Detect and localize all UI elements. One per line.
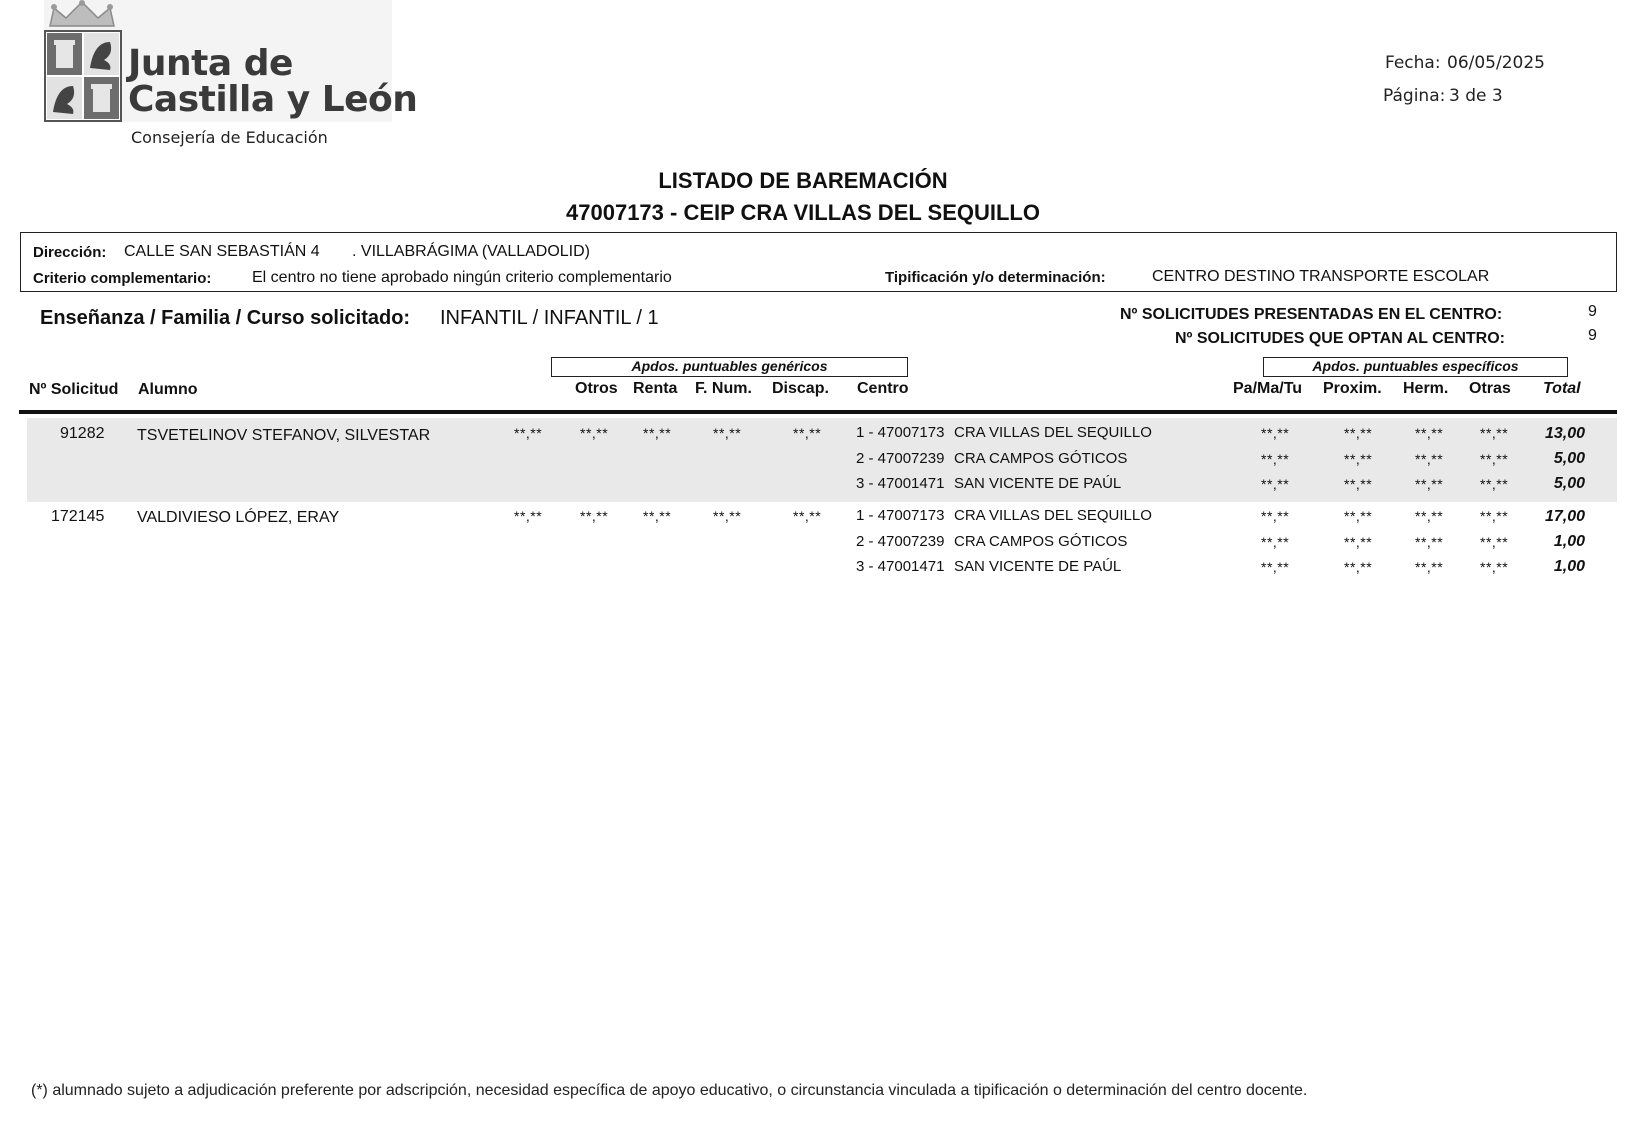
- direccion-label: Dirección:: [33, 244, 107, 261]
- centro-name: SAN VICENTE DE PAÚL: [954, 475, 1122, 492]
- row-total: 1,00: [1553, 558, 1585, 575]
- masked-value: **,**: [1261, 559, 1290, 575]
- pagina-value: 3 de 3: [1449, 86, 1503, 106]
- col-alumno: Alumno: [138, 381, 198, 398]
- centro-code: 1 - 47007173: [856, 424, 945, 441]
- masked-value: **,**: [1344, 534, 1373, 550]
- masked-value: **,**: [793, 508, 822, 524]
- row-total: 5,00: [1553, 475, 1585, 492]
- masked-value: **,**: [1480, 451, 1509, 467]
- col-renta: Renta: [633, 380, 678, 397]
- masked-value: **,**: [1344, 559, 1373, 575]
- row-alumno: VALDIVIESO LÓPEZ, ERAY: [137, 509, 340, 526]
- col-otros: Otros: [575, 380, 618, 397]
- col-discap: Discap.: [772, 380, 829, 397]
- col-herm: Herm.: [1403, 380, 1449, 397]
- footnote: (*) alumnado sujeto a adjudicación preferente por adscripción, necesidad específica de apoyo educativo, o circunstancia vinculada a tipificación o determinación del centro docente.: [31, 1082, 1308, 1099]
- page-subtitle: 47007173 - CEIP CRA VILLAS DEL SEQUILLO: [566, 200, 1040, 225]
- masked-value: **,**: [643, 425, 672, 441]
- masked-value: **,**: [713, 508, 742, 524]
- masked-value: **,**: [580, 425, 609, 441]
- masked-value: **,**: [1344, 476, 1373, 492]
- masked-value: **,**: [1415, 451, 1444, 467]
- masked-value: **,**: [1415, 476, 1444, 492]
- pagina-label: Página:: [1383, 86, 1446, 106]
- centro-name: CRA VILLAS DEL SEQUILLO: [954, 507, 1152, 524]
- centro-name: CRA CAMPOS GÓTICOS: [954, 450, 1128, 467]
- ensenanza-value: INFANTIL / INFANTIL / 1: [440, 307, 659, 329]
- centro-code: 1 - 47007173: [856, 507, 945, 524]
- coat-of-arms-icon: [44, 30, 122, 122]
- presentadas-label: Nº SOLICITUDES PRESENTADAS EN EL CENTRO:: [1120, 306, 1503, 323]
- col-total: Total: [1543, 380, 1581, 397]
- row-alumno: TSVETELINOV STEFANOV, SILVESTAR: [137, 427, 431, 444]
- centro-name: CRA VILLAS DEL SEQUILLO: [954, 424, 1152, 441]
- centro-name: CRA CAMPOS GÓTICOS: [954, 533, 1128, 550]
- masked-value: **,**: [713, 425, 742, 441]
- col-proxim: Proxim.: [1323, 380, 1382, 397]
- page-title: LISTADO DE BAREMACIÓN: [658, 168, 948, 193]
- group-especificos: Apdos. puntuables específicos: [1263, 357, 1568, 377]
- presentadas-value: 9: [1588, 303, 1597, 320]
- masked-value: **,**: [580, 508, 609, 524]
- optan-label: Nº SOLICITUDES QUE OPTAN AL CENTRO:: [1175, 330, 1505, 347]
- masked-value: **,**: [514, 508, 543, 524]
- fecha-label: Fecha:: [1385, 53, 1441, 73]
- tipificacion-label: Tipificación y/o determinación:: [885, 269, 1106, 286]
- masked-value: **,**: [1344, 508, 1373, 524]
- masked-value: **,**: [1415, 559, 1444, 575]
- masked-value: **,**: [514, 425, 543, 441]
- row-total: 17,00: [1544, 508, 1585, 525]
- masked-value: **,**: [1480, 508, 1509, 524]
- col-fnum: F. Num.: [695, 380, 752, 397]
- centro-name: SAN VICENTE DE PAÚL: [954, 558, 1122, 575]
- masked-value: **,**: [1261, 476, 1290, 492]
- group-genericos: Apdos. puntuables genéricos: [551, 357, 908, 377]
- row-solicitud: 91282: [60, 425, 105, 442]
- consejeria-label: Consejería de Educación: [131, 128, 328, 147]
- masked-value: **,**: [1261, 508, 1290, 524]
- masked-value: **,**: [1480, 425, 1509, 441]
- centro-code: 2 - 47007239: [856, 450, 945, 467]
- row-solicitud: 172145: [51, 508, 105, 525]
- header-rule: [19, 410, 1617, 414]
- masked-value: **,**: [1415, 534, 1444, 550]
- col-otras: Otras: [1469, 380, 1511, 397]
- row-total: 13,00: [1544, 425, 1585, 442]
- logo-wordmark: Junta de Castilla y León: [128, 43, 418, 120]
- row-total: 1,00: [1553, 533, 1585, 550]
- centro-code: 2 - 47007239: [856, 533, 945, 550]
- masked-value: **,**: [1480, 476, 1509, 492]
- masked-value: **,**: [1344, 451, 1373, 467]
- localidad-value: . VILLABRÁGIMA (VALLADOLID): [352, 243, 591, 260]
- centro-code: 3 - 47001471: [856, 558, 945, 575]
- ensenanza-label: Enseñanza / Familia / Curso solicitado:: [40, 307, 411, 329]
- masked-value: **,**: [643, 508, 672, 524]
- tipificacion-value: CENTRO DESTINO TRANSPORTE ESCOLAR: [1152, 268, 1490, 285]
- optan-value: 9: [1588, 327, 1597, 344]
- masked-value: **,**: [1261, 425, 1290, 441]
- crown-icon: [46, 0, 118, 28]
- masked-value: **,**: [793, 425, 822, 441]
- criterio-value: El centro no tiene aprobado ningún criterio complementario: [252, 269, 672, 286]
- row-total: 5,00: [1553, 450, 1585, 467]
- col-pamatu: Pa/Ma/Tu: [1233, 380, 1303, 397]
- col-centro: Centro: [857, 380, 909, 397]
- masked-value: **,**: [1480, 534, 1509, 550]
- col-solicitud: Nº Solicitud: [29, 381, 119, 398]
- masked-value: **,**: [1415, 508, 1444, 524]
- criterio-label: Criterio complementario:: [33, 270, 212, 287]
- masked-value: **,**: [1480, 559, 1509, 575]
- direccion-value: CALLE SAN SEBASTIÁN 4: [124, 243, 320, 260]
- masked-value: **,**: [1261, 534, 1290, 550]
- centro-code: 3 - 47001471: [856, 475, 945, 492]
- fecha-value: 06/05/2025: [1447, 53, 1545, 73]
- masked-value: **,**: [1415, 425, 1444, 441]
- masked-value: **,**: [1261, 451, 1290, 467]
- masked-value: **,**: [1344, 425, 1373, 441]
